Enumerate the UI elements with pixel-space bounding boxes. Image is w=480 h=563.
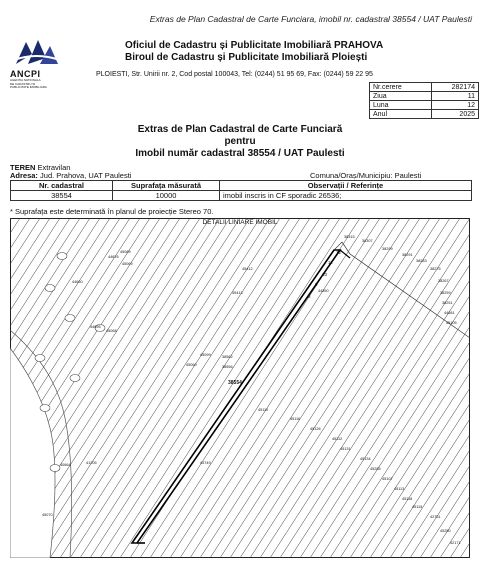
request-row [370, 110, 479, 119]
neighbor-parcel-label: 45105 [446, 321, 457, 325]
neighbor-parcel-label: 38275 [430, 267, 441, 271]
logo-name: ANCPI [10, 69, 41, 79]
parcel-label: 38554 [228, 380, 242, 386]
bureau-name: Biroul de Cadastru și Publicitate Imobiliară Ploiești [125, 52, 368, 63]
extract-title-for: pentru [224, 136, 256, 147]
neighbor-parcel-label: 38307 [362, 239, 373, 243]
comuna-line: Comuna/Oraș/Municipiu: Paulesti [310, 171, 422, 180]
neighbor-parcel-label: 45089 [120, 250, 131, 254]
neighbor-parcel-label: 45110 [258, 408, 269, 412]
neighbor-parcel-label: 44350 [318, 289, 329, 293]
request-label: Ziua [370, 92, 432, 101]
neighbor-parcel-label: 45115 [412, 505, 423, 509]
ancpi-logo [10, 36, 62, 89]
header-nr-cadastral: Nr. cadastral [11, 181, 113, 191]
neighbor-parcel-label: 45412 [242, 267, 253, 271]
neighbor-parcel-label: 44749 [200, 461, 211, 465]
neighbor-parcel-label: 44660 [72, 280, 83, 284]
adresa-label: Adresa: [10, 171, 38, 180]
logo-sub-3: PUBLICITATE IMOBILIARA [10, 85, 47, 89]
neighbor-parcel-label: 45116 [290, 417, 301, 421]
request-row [370, 92, 479, 101]
neighbor-parcel-label: 45131 [340, 447, 351, 451]
logo-sub-1: AGENTIA NATIONALA [10, 78, 41, 82]
building-footprint [35, 355, 45, 362]
land-table-header [11, 181, 472, 191]
neighbor-parcel-label: 45060 [186, 363, 197, 367]
request-row [370, 83, 479, 92]
building-footprint [45, 285, 55, 292]
plan-drawing [10, 218, 470, 558]
request-value: 282174 [432, 83, 479, 92]
office-address: PLOIESTI, Str. Unirii nr. 2, Cod postal 100043, Tel: (0244) 51 95 69, Fax: (0244) 59 22 95 [96, 71, 373, 78]
neighbor-parcel-label: 45069 [122, 262, 133, 266]
neighbor-parcel-label: 38291 [402, 253, 413, 257]
cell-suprafata: 10000 [113, 191, 220, 201]
neighbor-parcel-label: 38267 [438, 279, 449, 283]
request-value: 2025 [432, 110, 479, 119]
cell-nr-cadastral: 38554 [11, 191, 113, 201]
neighbor-parcel-label: 42751 [430, 515, 441, 519]
vertex-label: 9 [315, 282, 318, 287]
request-label: Luna [370, 101, 432, 110]
vertex-label: 12 [336, 250, 342, 255]
neighbor-parcel-label: 45250 [440, 529, 451, 533]
teren-label: TEREN [10, 163, 36, 172]
request-value: 12 [432, 101, 479, 110]
neighbor-parcel-label: 38562 [222, 355, 233, 359]
neighbor-parcel-label: 45134 [360, 457, 371, 461]
request-table [369, 82, 479, 119]
neighbor-parcel-label: 45068 [106, 329, 117, 333]
neighbor-parcel-label: 41205 [86, 461, 97, 465]
ancpi-emblem-icon [10, 36, 62, 66]
neighbor-parcel-label: 45107 [382, 477, 393, 481]
header-observatii: Observații / Referințe [220, 181, 472, 191]
request-row [370, 101, 479, 110]
cell-observatii: imobil inscris in CF sporadic 26536; [220, 191, 472, 201]
neighbor-parcel-label: 38283 [416, 259, 427, 263]
adresa-value: Jud. Prahova, UAT Paulesti [40, 171, 132, 180]
table-row [11, 191, 472, 201]
neighbor-parcel-label: 45118 [402, 497, 413, 501]
plan-title: DETALII LINIARE IMOBIL [202, 219, 278, 226]
adresa-line [10, 171, 131, 180]
neighbor-parcel-label: 38556 [222, 365, 233, 369]
neighbor-parcel-label: 44695 [90, 325, 101, 329]
projection-note: * Suprafața este determinată în planul de proiecție Stereo 70. [10, 207, 214, 216]
building-footprint [57, 253, 67, 260]
neighbor-parcel-label: 38251 [442, 301, 453, 305]
logo-sub-2: DE CADASTRU SI [10, 81, 36, 86]
neighbor-parcel-label: 45070 [42, 513, 53, 517]
building-footprint [40, 405, 50, 412]
vertex-label: 10 [322, 272, 328, 277]
document-top-title: Extras de Plan Cadastral de Carte Funciara, imobil nr. cadastral 38554 / UAT Paulesti [149, 14, 472, 24]
neighbor-parcel-label: 45413 [232, 291, 243, 295]
neighbor-parcel-label: 40664 [60, 463, 71, 467]
neighbor-parcel-label: 44676 [108, 255, 119, 259]
neighbor-parcel-label: 45113 [394, 487, 405, 491]
neighbor-parcel-label: 45099 [200, 353, 211, 357]
building-footprint [70, 375, 80, 382]
neighbor-parcel-label: 45112 [332, 437, 343, 441]
request-label: Nr.cerere [370, 83, 432, 92]
neighbor-parcel-label: 42171 [450, 541, 461, 545]
building-footprint [65, 315, 75, 322]
cadastral-plan [10, 218, 470, 558]
land-table [10, 180, 472, 201]
vertex-label: 11 [328, 260, 333, 265]
neighbor-parcel-label: 38299 [382, 247, 393, 251]
header-suprafata: Suprafața măsurată [113, 181, 220, 191]
neighbor-parcel-label: 45285 [370, 467, 381, 471]
neighbor-parcel-label: 38259 [440, 291, 451, 295]
office-name: Oficiul de Cadastru și Publicitate Imobiliară PRAHOVA [125, 40, 384, 51]
building-footprint [50, 465, 60, 472]
extract-subtitle: Imobil număr cadastral 38554 / UAT Paulesti [135, 148, 345, 159]
extract-title: Extras de Plan Cadastral de Carte Funciară [137, 124, 343, 135]
neighbor-parcel-label: 44681 [444, 311, 455, 315]
request-label: Anul [370, 110, 432, 119]
request-value: 11 [432, 92, 479, 101]
teren-value: Extravilan [37, 163, 71, 172]
vertex-label: 8 [308, 294, 311, 299]
neighbor-parcel-label: 45126 [310, 427, 321, 431]
neighbor-parcel-label: 38315 [344, 235, 355, 239]
